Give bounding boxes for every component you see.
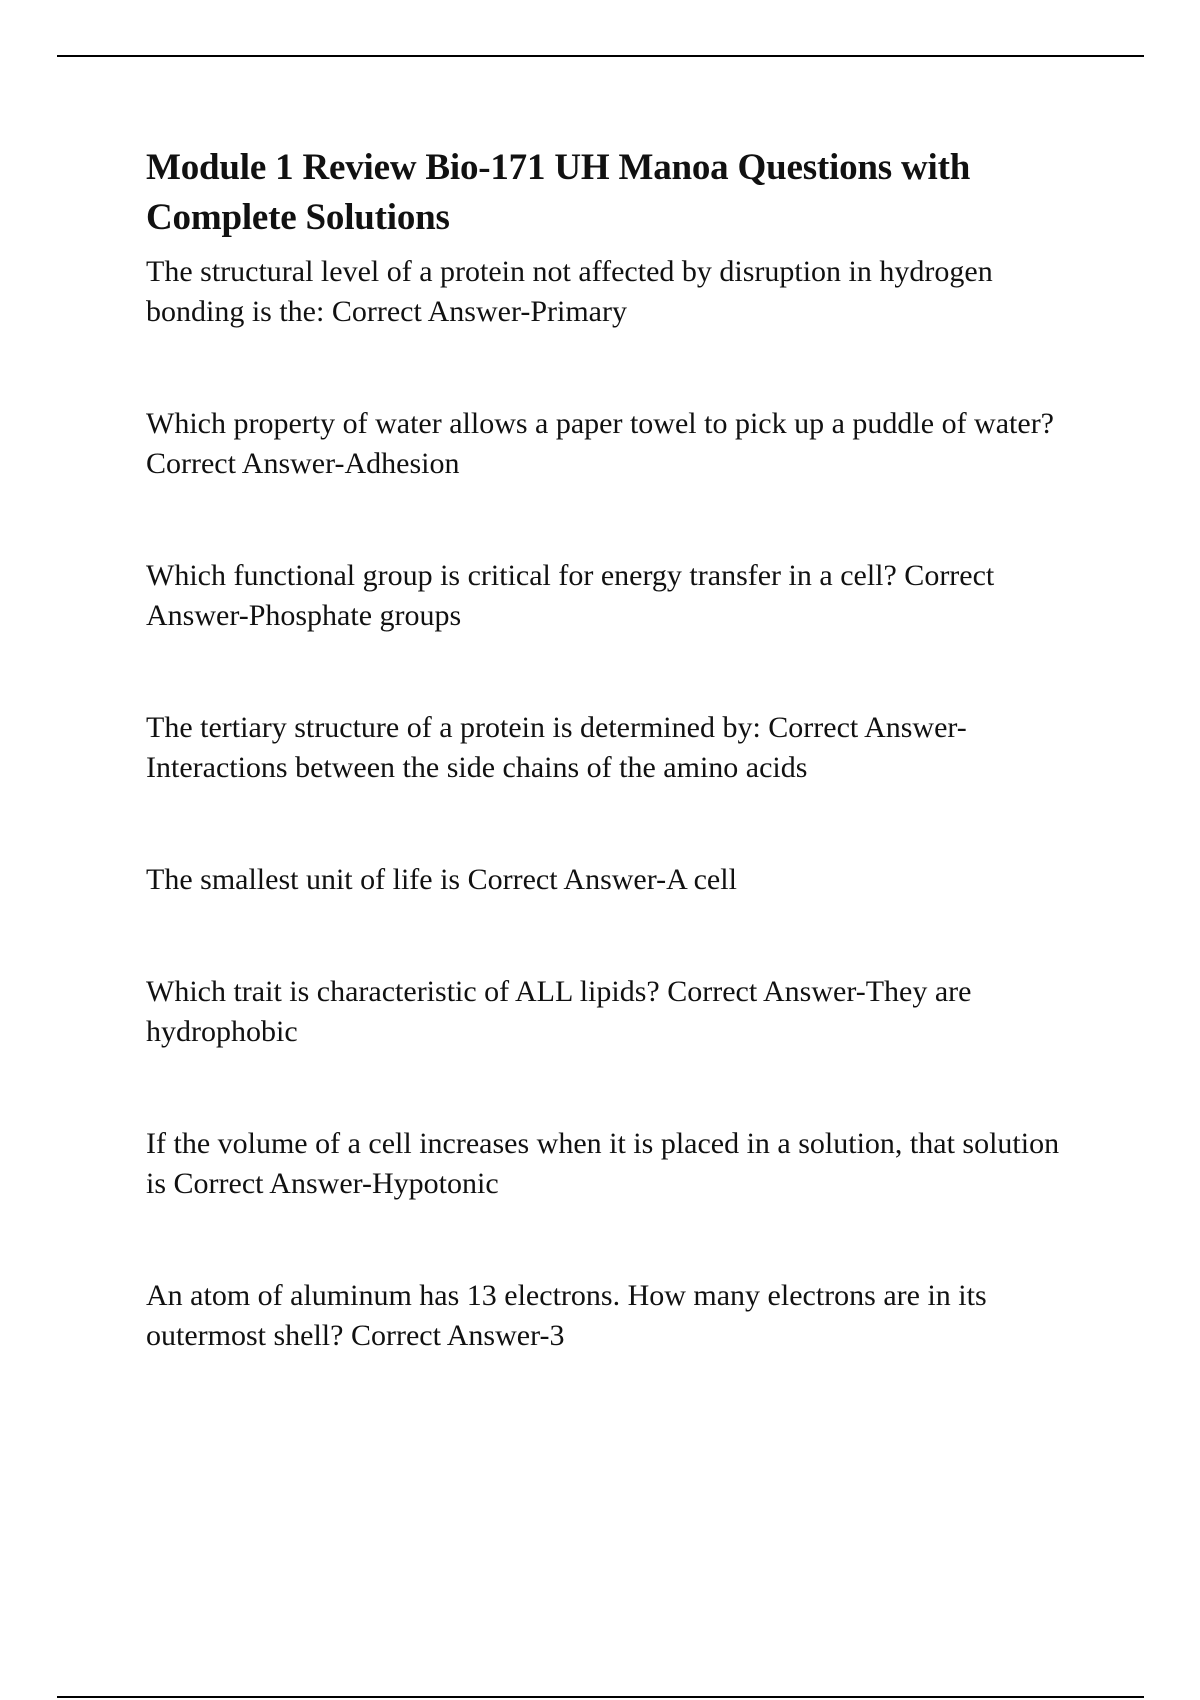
header-rule bbox=[57, 55, 1144, 57]
qa-item-2: Which property of water allows a paper towel to pick up a puddle of water? Correct Answer-Adhesion bbox=[146, 407, 1054, 480]
footer-rule bbox=[57, 1696, 1144, 1698]
qa-item-6: Which trait is characteristic of ALL lipids? Correct Answer-They are hydrophobic bbox=[146, 975, 972, 1048]
document-title: Module 1 Review Bio-171 UH Manoa Questions with Complete Solutions bbox=[146, 147, 971, 238]
qa-item-7: If the volume of a cell increases when it is placed in a solution, that solution is Correct Answer-Hypotonic bbox=[146, 1127, 1060, 1200]
qa-item-3: Which functional group is critical for energy transfer in a cell? Correct Answer-Phosphate groups bbox=[146, 559, 995, 632]
qa-item-4: The tertiary structure of a protein is determined by: Correct Answer-Interactions between the side chains of the amino acids bbox=[146, 711, 967, 784]
qa-item-1: The structural level of a protein not affected by disruption in hydrogen bonding is the: Correct Answer-Primary bbox=[146, 255, 993, 328]
qa-item-5: The smallest unit of life is Correct Answer-A cell bbox=[146, 863, 737, 896]
document-body bbox=[146, 143, 1086, 1356]
qa-item-8: An atom of aluminum has 13 electrons. How many electrons are in its outermost shell? Correct Answer-3 bbox=[146, 1279, 987, 1352]
qa-list bbox=[146, 252, 1086, 1356]
